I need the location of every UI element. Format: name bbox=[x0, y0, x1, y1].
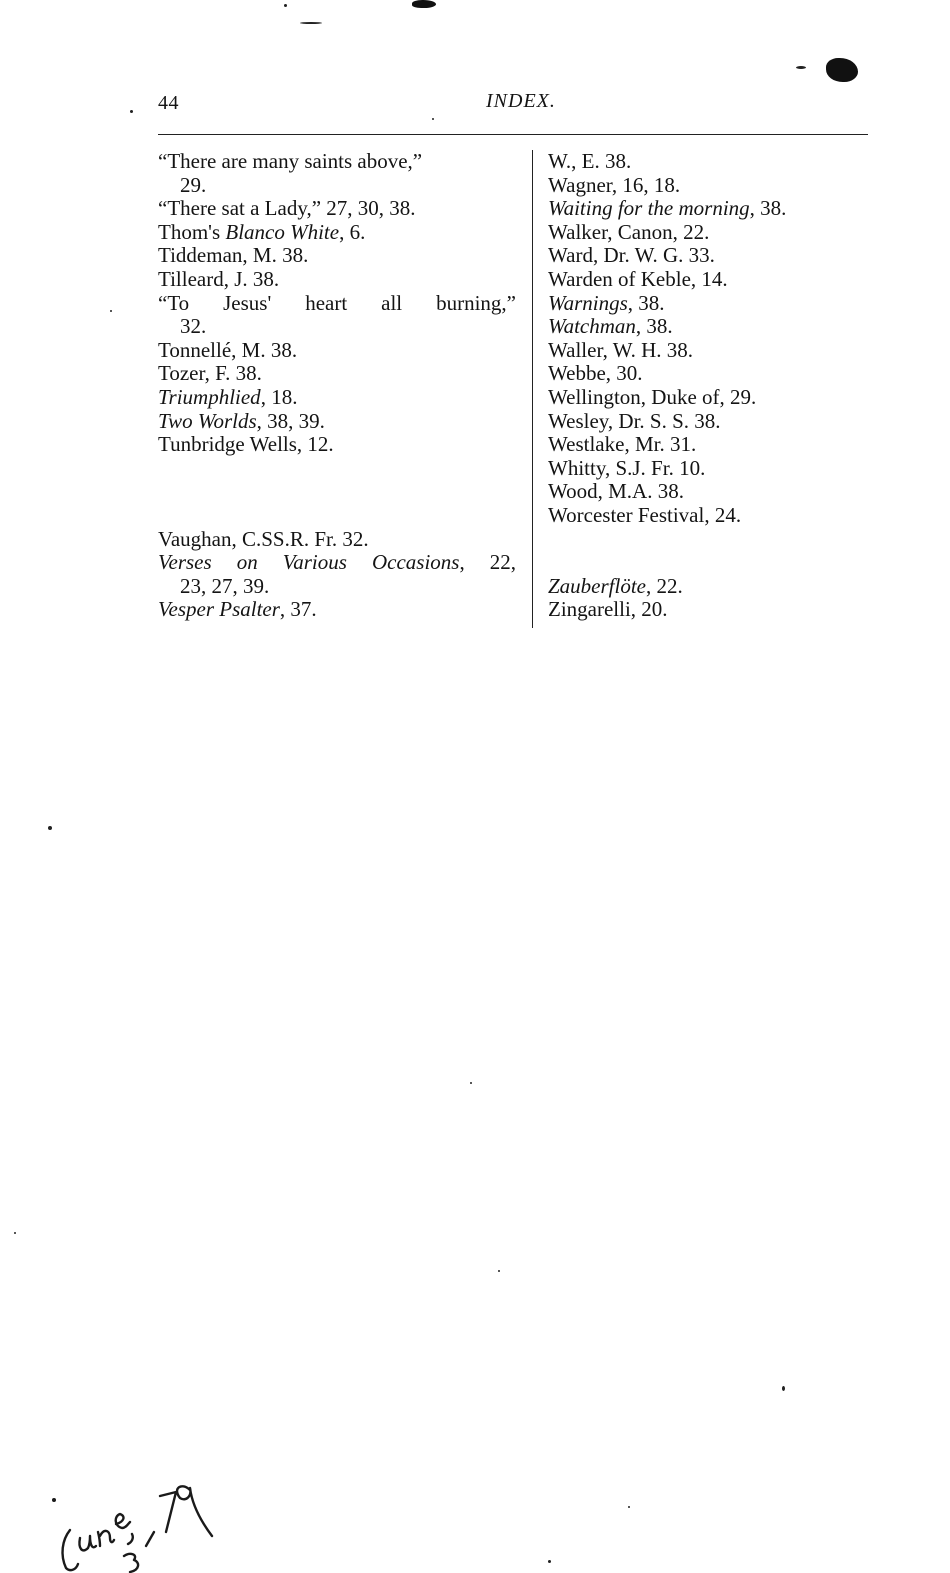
entry-title: Triumphlied bbox=[158, 384, 261, 409]
index-entry: Waller, W. H. 38. bbox=[548, 337, 694, 362]
index-entry: Ward, Dr. W. G. 33. bbox=[548, 243, 715, 268]
index-entry: Warden of Keble, 14. bbox=[548, 266, 728, 291]
index-entry: Tilleard, J. 38. bbox=[158, 266, 280, 291]
page-number: 44 bbox=[158, 92, 179, 114]
index-entry: Vaughan, C.SS.R. Fr. 32. bbox=[158, 526, 369, 551]
section-gap bbox=[158, 480, 516, 504]
index-entry: “There are many saints above,” bbox=[158, 149, 423, 173]
running-head: INDEX. bbox=[486, 90, 556, 112]
header-rule bbox=[158, 134, 868, 135]
index-entry: Wagner, 16, 18. bbox=[548, 172, 681, 197]
ink-blot-top bbox=[412, 0, 436, 8]
index-entry: Tunbridge Wells, 12. bbox=[158, 432, 334, 457]
entry-title: Waiting for the morning bbox=[548, 196, 750, 221]
speck bbox=[300, 22, 322, 24]
speck bbox=[782, 1386, 785, 1391]
index-entry-continuation: 32. bbox=[180, 314, 207, 339]
ink-dot bbox=[52, 1498, 56, 1502]
entry-text: , 38, 39. bbox=[256, 408, 325, 433]
entry-title: Blanco White bbox=[225, 219, 340, 244]
entry-title: Verses on Various Occasions bbox=[158, 550, 460, 575]
column-divider bbox=[532, 150, 533, 628]
entry-text: , 22, bbox=[459, 550, 516, 575]
index-entry bbox=[158, 598, 516, 622]
index-entry: Webbe, 30. bbox=[548, 361, 643, 386]
speck bbox=[14, 1232, 16, 1234]
entry-text: , 37. bbox=[279, 597, 317, 622]
index-entry: Zingarelli, 20. bbox=[548, 597, 668, 622]
index-entry bbox=[158, 410, 516, 434]
index-entry bbox=[548, 315, 858, 339]
index-entry: Walker, Canon, 22. bbox=[548, 219, 710, 244]
ink-blot-corner bbox=[826, 58, 858, 82]
index-entry bbox=[158, 386, 516, 410]
index-entry: Tiddeman, M. 38. bbox=[158, 243, 309, 268]
index-entry-continuation: 29. bbox=[180, 172, 207, 197]
section-gap bbox=[158, 504, 516, 528]
index-entry bbox=[158, 221, 516, 245]
speck bbox=[470, 1082, 472, 1084]
entry-text: Thom's bbox=[158, 219, 226, 244]
entry-title: Two Worlds bbox=[158, 408, 257, 433]
speck bbox=[548, 1560, 551, 1563]
section-gap bbox=[548, 528, 858, 552]
entry-title: Zauberflöte bbox=[548, 573, 646, 598]
entry-text: , 38. bbox=[627, 290, 665, 315]
section-gap bbox=[158, 457, 516, 481]
speck bbox=[284, 4, 287, 7]
index-entry bbox=[158, 551, 516, 575]
index-entry: Worcester Festival, 24. bbox=[548, 502, 742, 527]
entry-text: , 38. bbox=[635, 314, 673, 339]
entry-text: , 18. bbox=[260, 384, 298, 409]
index-entry: Wood, M.A. 38. bbox=[548, 479, 684, 504]
speck bbox=[796, 66, 806, 69]
handwritten-note bbox=[40, 1460, 230, 1573]
index-column-right bbox=[548, 150, 858, 622]
index-entry: Westlake, Mr. 31. bbox=[548, 432, 697, 457]
index-entry: Wesley, Dr. S. S. 38. bbox=[548, 408, 721, 433]
index-entry: “There sat a Lady,” 27, 30, 38. bbox=[158, 196, 416, 221]
speck bbox=[432, 118, 434, 120]
index-entry bbox=[548, 575, 858, 599]
index-entry-continuation: 23, 27, 39. bbox=[180, 573, 270, 598]
speck bbox=[628, 1506, 630, 1508]
entry-text: , 22. bbox=[646, 573, 683, 598]
index-entry: Whitty, S.J. Fr. 10. bbox=[548, 455, 706, 480]
speck bbox=[110, 310, 112, 312]
section-gap bbox=[548, 551, 858, 575]
speck bbox=[130, 110, 133, 113]
speck bbox=[48, 826, 52, 830]
speck bbox=[498, 1270, 500, 1272]
entry-text: , 6. bbox=[339, 219, 366, 244]
index-entry bbox=[548, 292, 858, 316]
index-entry bbox=[548, 197, 858, 221]
entry-title: Watchman bbox=[548, 314, 636, 339]
index-entry: Tozer, F. 38. bbox=[158, 361, 262, 386]
index-entry: Tonnellé, M. 38. bbox=[158, 337, 298, 362]
entry-title: Vesper Psalter bbox=[158, 597, 280, 622]
entry-text: , 38. bbox=[749, 196, 787, 221]
entry-title: Warnings bbox=[548, 290, 628, 315]
index-entry: “To Jesus' heart all burning,” bbox=[158, 290, 516, 315]
index-entry: Wellington, Duke of, 29. bbox=[548, 384, 757, 409]
index-entry: W., E. 38. bbox=[548, 149, 632, 173]
index-column-left bbox=[158, 150, 516, 622]
